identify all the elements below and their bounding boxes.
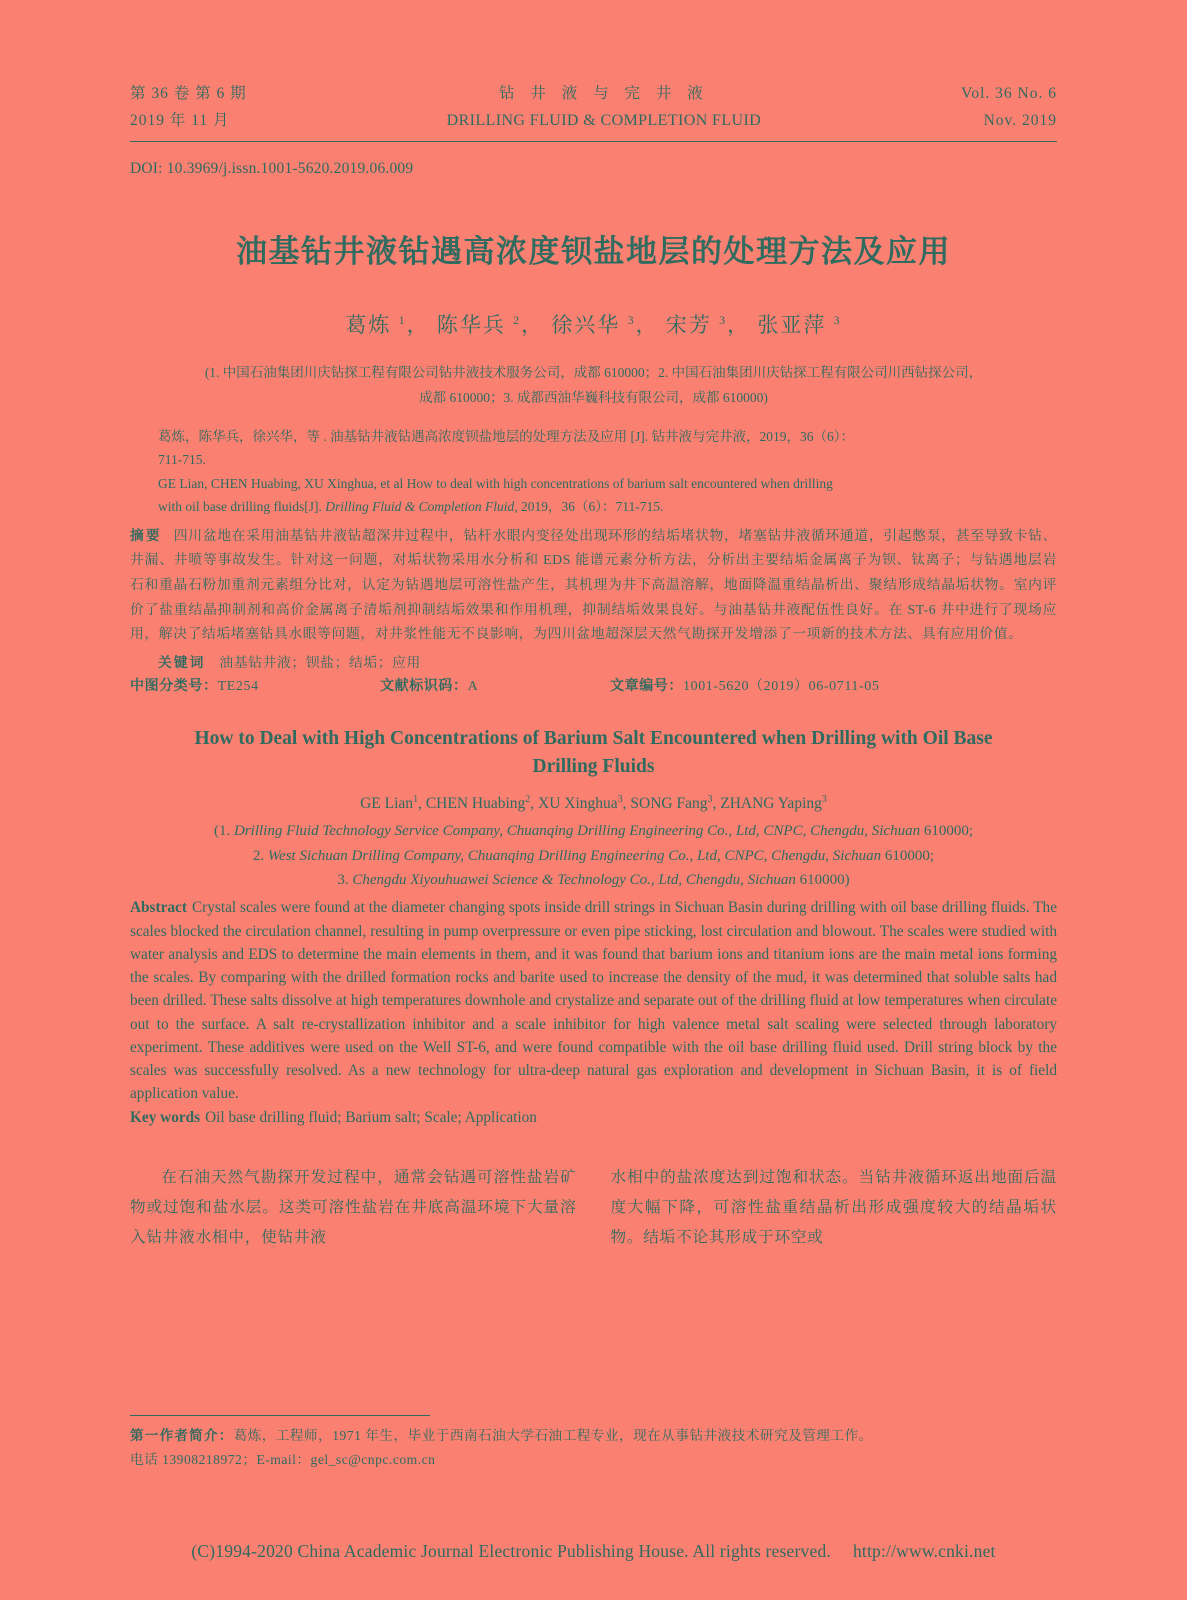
classification-line xyxy=(130,675,1057,695)
affiliation-cn-line-2: 成都 610000；3. 成都西油华巍科技有限公司，成都 610000) xyxy=(419,390,768,406)
running-head-left xyxy=(130,80,247,134)
copyright-text: (C)1994-2020 China Academic Journal Electronic Publishing House. All rights reserved. xyxy=(191,1541,831,1561)
running-head-center xyxy=(247,80,962,135)
affiliation-en-2-index: 2. xyxy=(252,847,268,864)
affiliation-en-3-zip: 610000) xyxy=(799,871,850,888)
document-code-value: A xyxy=(467,678,479,694)
keywords-en xyxy=(130,1107,1057,1130)
affiliation-en-2-text: West Sichuan Drilling Company, Chuanqing Drilling Engineering Co., Ltd, CNPC, Chengdu, Sichuan xyxy=(267,847,885,864)
body-paragraph: 水相中的盐浓度达到过饱和状态。当钻井液循环返出地面后温度大幅下降，可溶性盐重结晶析出形成强度较大的结晶垢状物。结垢不论其形成于环空或 xyxy=(610,1169,1057,1246)
author-bio-line-1 xyxy=(130,1424,1057,1448)
title-en-line-1: How to Deal with High Concentrations of Barium Salt Encountered when Drilling with Oil Base xyxy=(194,727,993,749)
journal-title-cn: 钻 井 液 与 完 井 液 xyxy=(499,85,709,102)
author-contact-line: 电话 13908218972；E-mail：gel_sc@cnpc.com.cn xyxy=(130,1452,436,1468)
citation-block xyxy=(130,425,1057,518)
page-title-en xyxy=(130,725,1057,782)
affiliation-en-3-index: 3. xyxy=(337,871,353,888)
affiliation-en-line-1 xyxy=(130,819,1057,843)
volume-issue-en: Vol. 36 No. 6 xyxy=(961,85,1057,102)
document-code xyxy=(380,675,610,695)
author-bio-text: 葛炼，工程师，1971 年生，毕业于西南石油大学石油工程专业，现在从事钻井液技术研究及管理工作。 xyxy=(233,1428,873,1444)
affiliation-cn-line-1: (1. 中国石油集团川庆钻探工程有限公司钻井液技术服务公司，成都 610000；2. 中国石油集团川庆钻探工程有限公司川西钻探公司， xyxy=(204,365,983,381)
date-en: Nov. 2019 xyxy=(983,112,1057,130)
keywords-cn-text: 油基钻井液；钡盐；结垢；应用 xyxy=(219,654,421,670)
abstract-cn-label: 摘要 xyxy=(130,527,162,543)
affiliations-en xyxy=(130,819,1057,892)
clc-number xyxy=(130,675,380,695)
affiliation-en-3-text: Chengdu Xiyouhuawei Science & Technology Co., Ltd, Chengdu, Sichuan xyxy=(352,871,800,888)
author-biography xyxy=(130,1424,1057,1472)
affiliation-en-1-index: (1. xyxy=(213,823,234,840)
title-en-line-2: Drilling Fluids xyxy=(532,755,655,777)
citation-en-prefix: with oil base drilling fluids[J]. xyxy=(158,498,326,514)
citation-en-journal: Drilling Fluid & Completion Fluid xyxy=(325,498,515,514)
citation-cn-line-1: 葛炼，陈华兵，徐兴华，等 . 油基钻井液钻遇高浓度钡盐地层的处理方法及应用 [J]. 钻井液与完井液，2019，36（6）： xyxy=(158,429,854,445)
body-paragraph: 在石油天然气勘探开发过程中，通常会钻遇可溶性盐岩矿物或过饱和盐水层。这类可溶性盐岩在井底高温环境下大量溶入钻井液水相中，使钻井液 xyxy=(130,1169,577,1246)
body-columns xyxy=(130,1163,1057,1252)
affiliation-en-2-zip: 610000; xyxy=(884,847,935,864)
header-divider xyxy=(130,141,1057,142)
citation-en-line-2 xyxy=(158,495,1057,518)
abstract-en xyxy=(130,896,1057,1105)
author-bio-label: 第一作者简介： xyxy=(130,1428,234,1444)
keywords-cn xyxy=(130,651,1057,671)
body-column-right xyxy=(611,1163,1058,1252)
citation-en-suffix: , 2019，36（6）：711-715. xyxy=(514,498,664,514)
article-id xyxy=(610,675,879,695)
running-head-right xyxy=(961,80,1057,134)
keywords-en-text: Oil base drilling fluid; Barium salt; Scale; Application xyxy=(205,1108,537,1126)
clc-value: TE254 xyxy=(217,678,259,694)
date-cn: 2019 年 11 月 xyxy=(130,112,230,130)
citation-cn-line-2: 711-715. xyxy=(158,452,206,468)
citation-en-line-1: GE Lian, CHEN Huabing, XU Xinghua, et al How to deal with high concentrations of barium salt encountered when drilling xyxy=(158,475,833,491)
abstract-en-label: Abstract xyxy=(130,899,187,917)
page-title: 油基钻井液钻遇高浓度钡盐地层的处理方法及应用 xyxy=(236,234,951,271)
footnote-area xyxy=(130,1415,1057,1472)
affiliations-cn xyxy=(130,361,1057,411)
keywords-cn-label: 关键词 xyxy=(158,654,206,670)
volume-issue-cn: 第 36 卷 第 6 期 xyxy=(130,85,247,102)
abstract-cn xyxy=(130,524,1057,647)
article-id-label: 文章编号： xyxy=(610,678,683,694)
abstract-en-text: Crystal scales were found at the diameter changing spots inside drill strings in Sichuan Basin during drilling with oil base drilling fluids. The scales blocked the circulation channel, resulting in pump overpressure or even pipe sticking, lost circulation and blowout. The scales were studied with water analysis and EDS to determine the main elements in them, and it was found that barium ions and titanium ions are the main metal ions forming the scales. By comparing with the drilled formation rocks and barite used to increase the density of the mud, it was determined that soluble salts had been drilled. These salts dissolve at high temperatures downhole and crystalize and separate out of the drilling fluid at low temperatures when circulate out to the surface. A salt re-crystallization inhibitor and a scale inhibitor for high valence metal salt scaling were selected through laboratory experiment. These additives were used on the Well ST-6, and were found compatible with the oil base drilling fluid used. Drill string block by the scales was successfully resolved. As a new technology for ultra-deep natural gas exploration and development in Sichuan Basin, it is of field application value. xyxy=(130,899,1057,1103)
clc-label: 中图分类号： xyxy=(130,678,218,694)
journal-title-en: DRILLING FLUID & COMPLETION FLUID xyxy=(446,112,762,130)
running-head xyxy=(130,80,1057,135)
copyright-footer xyxy=(0,1541,1187,1562)
doi-line: DOI: 10.3969/j.issn.1001-5620.2019.06.009 xyxy=(130,160,414,178)
article-id-value: 1001-5620（2019）06-0711-05 xyxy=(683,678,880,694)
copyright-url[interactable]: http://www.cnki.net xyxy=(852,1541,996,1561)
affiliation-en-line-2 xyxy=(130,844,1057,868)
document-code-label: 文献标识码： xyxy=(380,678,468,694)
affiliation-en-1-zip: 610000; xyxy=(923,823,973,840)
authors-en: GE Lian$^1$, CHEN Huabing$^2$, XU Xinghua$^3$, SONG Fang$^3$, ZHANG Yaping$^3$ xyxy=(360,794,827,813)
affiliation-en-1-text: Drilling Fluid Technology Service Company, Chuanqing Drilling Engineering Co., Ltd, CNPC, Chengdu, Sichuan xyxy=(233,823,924,840)
footnote-divider xyxy=(130,1415,430,1416)
body-column-left xyxy=(130,1163,577,1252)
authors-cn: 葛炼 $^1$， 陈华兵 $^2$， 徐兴华 $^3$， 宋芳 $^3$， 张亚萍 $^3$ xyxy=(345,313,842,338)
affiliation-en-line-3 xyxy=(130,868,1057,892)
keywords-en-label: Key words xyxy=(130,1108,201,1126)
abstract-cn-text: 四川盆地在采用油基钻井液钻超深井过程中，钻杆水眼内变径处出现环形的结垢堵状物，堵塞钻井液循环通道，引起憋泵，甚至导致卡钻、井漏、井喷等事故发生。针对这一问题，对垢状物采用水分析和 EDS 能谱元素分析方法，分析出主要结垢金属离子为钡、钛离子；与钻遇地层岩石和重晶石粉加重剂元素组分比对，认定为钻遇地层可溶性盐产生，其机理为井下高温溶解，地面降温重结晶析出、聚结形成结晶垢状物。室内评价了盐重结晶抑制剂和高价金属离子清垢剂抑制结垢效果和作用机理，抑制结垢效果良好。与油基钻井液配伍性良好。在 ST-6 井中进行了现场应用，解决了结垢堵塞钻具水眼等问题，对井浆性能无不良影响，为四川盆地超深层天然气勘探开发增添了一项新的技术方法、具有应用价值。 xyxy=(130,527,1057,642)
